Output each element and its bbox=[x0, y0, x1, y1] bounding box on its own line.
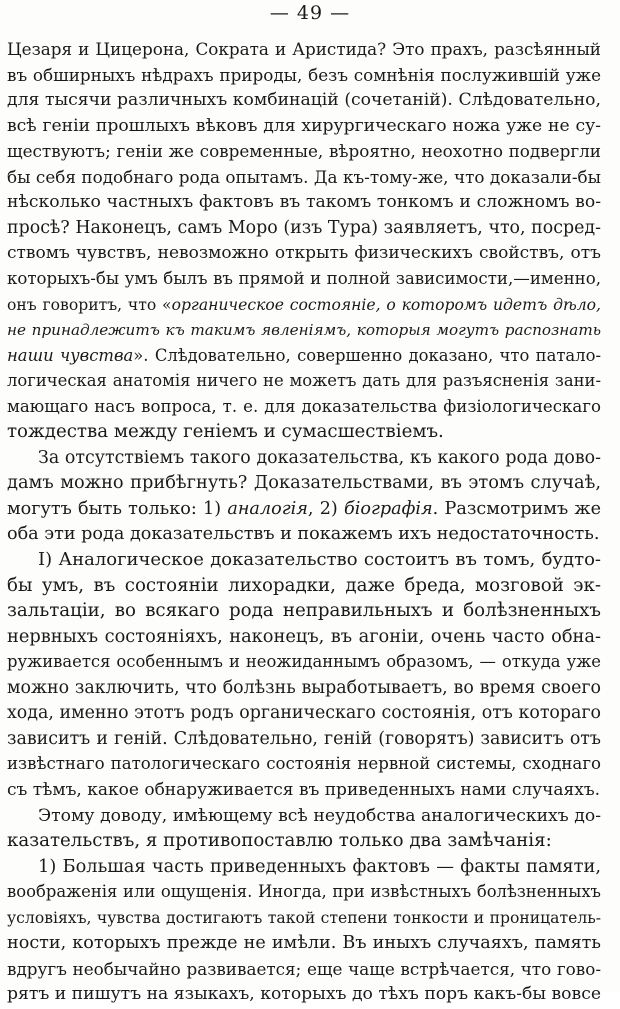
text-segment: руживается особеннымъ и неожиданнымъ образомъ, — откуда уже bbox=[7, 652, 601, 672]
text-segment: воображенія или ощущенія. Иногда, при извѣстныхъ болѣзненныхъ bbox=[7, 882, 601, 902]
text-segment: для тысячи различныхъ комбинацій (сочетаній). Слѣдовательно, bbox=[7, 90, 601, 111]
italic-text: аналогія bbox=[227, 498, 308, 519]
text-segment: зависитъ и геній. Слѣдовательно, геній (говорятъ) зависитъ отъ bbox=[7, 728, 601, 749]
text-segment: онъ говоритъ, что « bbox=[7, 295, 172, 314]
text-segment: съ тѣмъ, какое обнаруживается въ приведенныхъ нами случаяхъ. bbox=[7, 779, 601, 800]
text-segment: За отсутствіемъ такого доказательства, къ какого рода дово- bbox=[38, 447, 601, 468]
text-segment: всѣ геніи прошлыхъ вѣковъ для хирургическаго ножа уже не су- bbox=[7, 115, 601, 136]
text-segment: . Разсмотримъ же bbox=[432, 498, 601, 519]
text-segment: условіяхъ, чувства достигаютъ такой степени тонкости и проницатель- bbox=[7, 908, 601, 927]
text-segment: ствомъ чувствъ, невозможно открыть физическихъ свойствъ, отъ bbox=[7, 243, 601, 264]
text-segment: бы себя подобнаго рода опытамъ. Да къ-тому-же, что доказали-бы bbox=[7, 166, 601, 187]
text-line bbox=[7, 979, 601, 1009]
text-segment: тождества между геніемъ и сумасшествіемъ. bbox=[7, 421, 444, 443]
text-segment: ности, которыхъ прежде не имѣли. Въ иныхъ случаяхъ, память bbox=[7, 933, 601, 954]
italic-text: біографія bbox=[344, 498, 433, 519]
text-segment: можно заключить, что болѣзнь выработываетъ, во время своего bbox=[7, 677, 601, 698]
text-segment: просѣ? Наконецъ, самъ Моро (изъ Тура) заявляетъ, что, посред- bbox=[7, 217, 601, 238]
italic-text: наши чувства bbox=[7, 345, 134, 365]
text-segment: рятъ и пишутъ на языкахъ, которыхъ до тѣхъ поръ какъ-бы вовсе bbox=[7, 984, 601, 1005]
text-segment: могутъ быть только: 1) bbox=[7, 498, 228, 519]
text-segment: мающаго насъ вопроса, т. е. для доказательства физіологическаго bbox=[7, 396, 601, 416]
text-segment: бы умъ, въ состояніи лихорадки, даже бреда, мозговой эк- bbox=[7, 574, 601, 596]
text-segment: нѣсколько частныхъ фактовъ въ такомъ тонкомъ и сложномъ во- bbox=[7, 192, 601, 213]
text-segment: 1) Большая часть приведенныхъ фактовъ — факты памяти, bbox=[38, 855, 601, 877]
text-segment: Этому доводу, имѣющему всѣ неудобства аналогическихъ до- bbox=[38, 805, 601, 826]
text-segment: I) Аналогическое доказательство состоитъ въ томъ, будто- bbox=[38, 549, 601, 570]
text-segment: нервныхъ состояніяхъ, наконецъ, въ агоніи, очень часто обна- bbox=[7, 625, 601, 647]
text-segment: хода, именно этотъ родъ органическаго состоянія, отъ котораго bbox=[7, 703, 601, 724]
text-segment: казательствъ, я противопоставлю только два замѣчанія: bbox=[7, 830, 552, 852]
text-segment: зальтаціи, во всякаго рода неправильныхъ и болѣзненныхъ bbox=[7, 600, 601, 622]
text-segment: ». Слѣдовательно, совершенно доказано, что патало- bbox=[133, 345, 601, 365]
page-number: — 49 — bbox=[269, 2, 351, 24]
text-segment: извѣстнаго патологическаго состоянія нервной системы, сходнаго bbox=[7, 754, 601, 774]
text-segment: логическая анатомія ничего не можетъ дать для разъясненія зани- bbox=[7, 371, 601, 391]
text-segment: , 2) bbox=[307, 498, 344, 519]
italic-text: органическое состояніе, о которомъ идетъ дѣло, bbox=[171, 295, 601, 314]
text-segment: оба эти рода доказательствъ и покажемъ ихъ недостаточность. bbox=[7, 524, 600, 545]
text-segment: ществуютъ; геніи же современные, вѣроятно, неохотно подвергли bbox=[7, 141, 601, 162]
italic-text: не принадлежитъ къ такимъ явленіямъ, которыя могутъ распознать bbox=[7, 321, 601, 340]
text-segment: въ обширныхъ нѣдрахъ природы, безъ сомнѣнія послужившій уже bbox=[7, 64, 601, 85]
text-segment: дамъ можно прибѣгнуть? Доказательствами, въ этомъ случаѣ, bbox=[7, 472, 601, 494]
text-segment: вдругъ необычайно развивается; еще чаще встрѣчается, что гово- bbox=[7, 958, 601, 979]
text-segment: которыхъ-бы умъ былъ въ прямой и полной зависимости,—именно, bbox=[7, 268, 601, 288]
text-segment: Цезаря и Цицерона, Сократа и Аристида? Это прахъ, разсѣянный bbox=[7, 39, 601, 59]
